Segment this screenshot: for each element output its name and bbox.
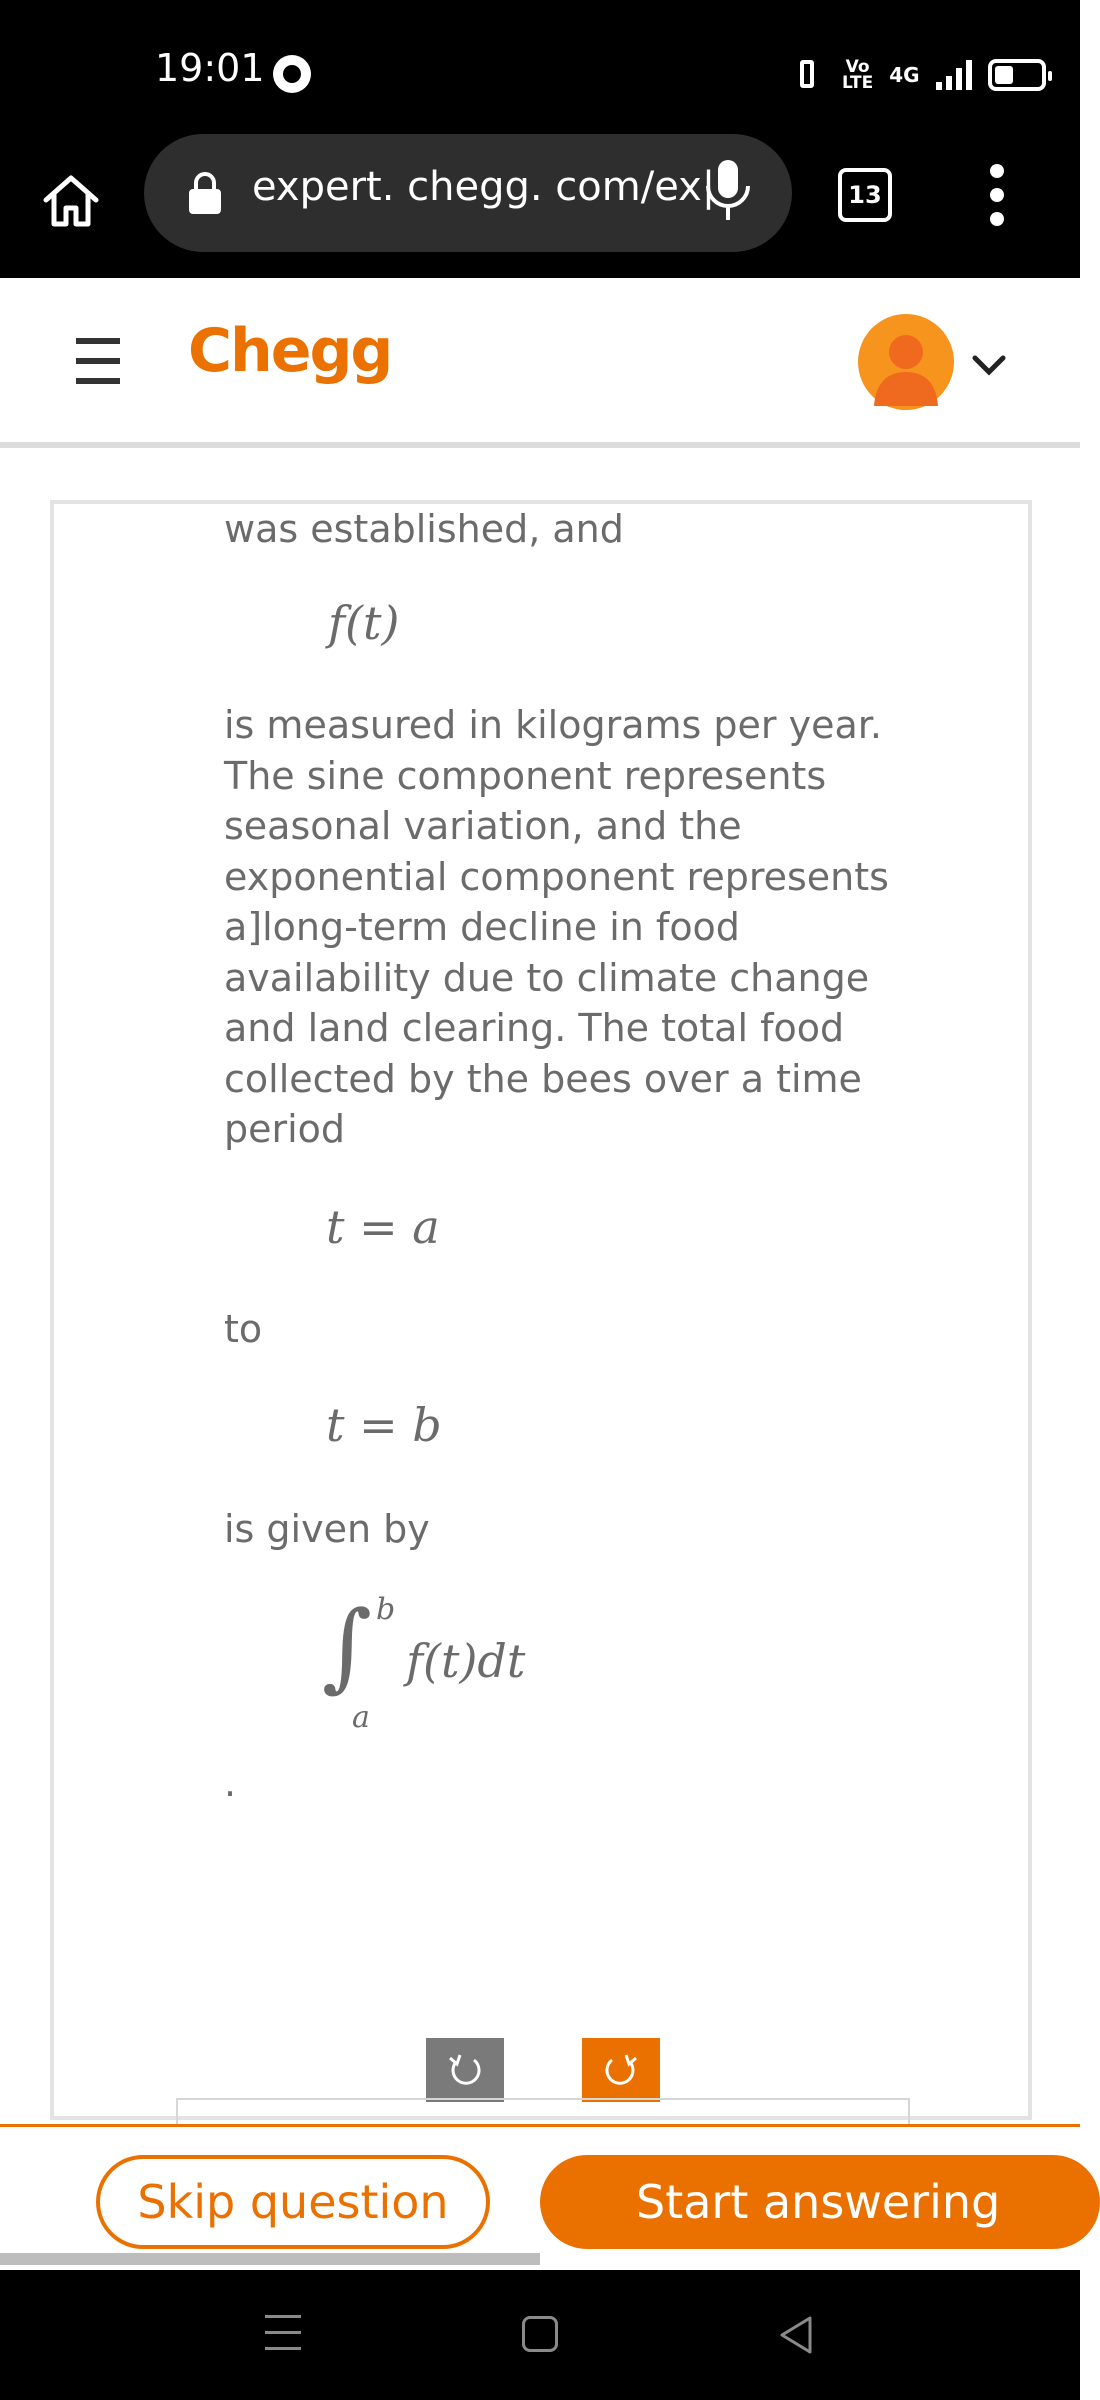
integral-lower-limit: a — [352, 1700, 370, 1735]
math-f-of-t: f(t) — [328, 596, 400, 650]
vibrate-icon — [790, 58, 826, 92]
url-text[interactable]: expert. chegg. com/ex| — [252, 164, 716, 210]
volte-bottom: LTE — [842, 73, 874, 93]
network-type: 4G — [889, 63, 920, 87]
progress-track — [0, 2253, 1080, 2265]
recents-icon[interactable] — [265, 2315, 301, 2353]
math-t-equals-a: t = a — [326, 1200, 440, 1254]
question-text-4: is given by — [224, 1507, 430, 1551]
undo-button[interactable] — [426, 2038, 504, 2102]
status-bar — [0, 0, 1080, 140]
question-text-1: was established, and — [224, 507, 624, 551]
question-text-2: is measured in kilograms per year. The sine component represents seasonal variation, and the exponential component represents a]long-term decline in food availability due to climate change and land clearing. The total food collected by the bees over a time period — [224, 703, 889, 1151]
browser-toolbar — [0, 140, 1080, 278]
question-text-3: to — [224, 1307, 263, 1351]
lock-icon — [186, 170, 224, 216]
back-icon[interactable] — [776, 2314, 816, 2356]
question-text-5: . — [224, 1761, 237, 1805]
mic-icon[interactable] — [698, 154, 758, 230]
site-header — [0, 278, 1080, 448]
integral-upper-limit: b — [376, 1592, 396, 1627]
signal-icon — [936, 60, 972, 90]
math-t-equals-b: t = b — [326, 1398, 442, 1452]
volte-top: Vo — [845, 57, 870, 77]
home-nav-icon[interactable] — [522, 2316, 558, 2352]
avatar-icon[interactable] — [858, 314, 954, 410]
undo-icon — [426, 2038, 504, 2102]
question-card — [50, 500, 1032, 2120]
redo-button[interactable] — [582, 2038, 660, 2102]
hamburger-icon[interactable] — [76, 338, 120, 384]
battery-icon — [988, 59, 1046, 91]
home-icon[interactable] — [38, 168, 104, 234]
integrand: f(t)dt — [406, 1634, 526, 1688]
more-vert-icon[interactable] — [982, 164, 1012, 230]
chevron-down-icon[interactable] — [970, 352, 1008, 380]
skip-question-button[interactable]: Skip question — [96, 2155, 490, 2249]
chegg-logo[interactable]: Chegg — [188, 316, 392, 386]
action-bar — [0, 2124, 1080, 2264]
record-icon — [273, 55, 311, 93]
progress-fill — [0, 2253, 540, 2265]
volte-icon — [842, 59, 873, 91]
address-bar[interactable] — [144, 134, 792, 252]
status-time: 19:01 — [155, 46, 265, 90]
system-nav-bar — [0, 2270, 1080, 2400]
redo-icon — [582, 2038, 660, 2102]
status-icons — [790, 52, 1046, 98]
start-answering-button[interactable]: Start answering — [540, 2155, 1100, 2249]
integral-sign: ∫ — [322, 1590, 373, 1702]
tabs-icon[interactable]: 13 — [838, 168, 892, 222]
